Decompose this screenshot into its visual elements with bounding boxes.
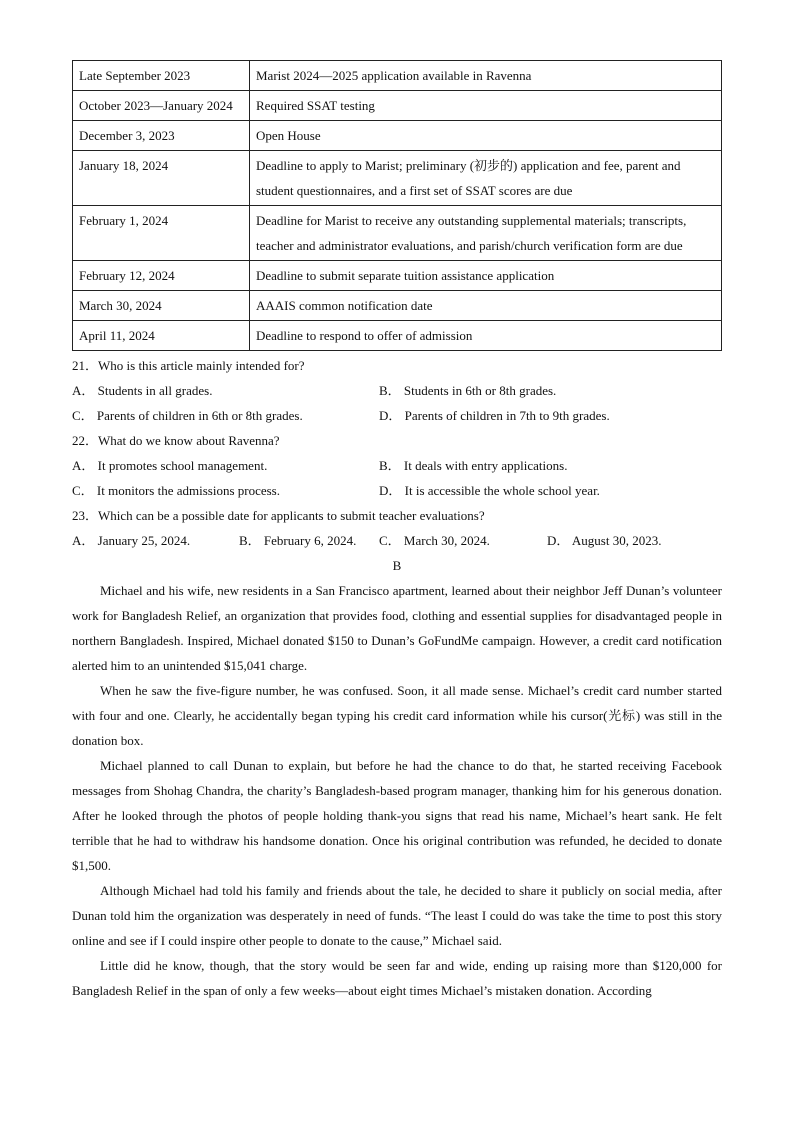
passage-b	[72, 578, 722, 1003]
table-row	[73, 321, 722, 351]
schedule-event: Deadline for Marist to receive any outstanding supplemental materials; transcripts, teacher and administrator evaluations, and parish/church verification form are due	[250, 206, 722, 261]
schedule-date: February 12, 2024	[73, 261, 250, 291]
paragraph: Little did he know, though, that the story would be seen far and wide, ending up raising more than $120,000 for Bangladesh Relief in the span of only a few weeks—about eight times Michael’s mistaken donation. According	[72, 958, 722, 998]
options-row	[72, 453, 722, 478]
schedule-date: February 1, 2024	[73, 206, 250, 261]
section-heading: B	[392, 558, 402, 573]
option-b: B． Students in 6th or 8th grades.	[379, 383, 557, 398]
option-b: B． February 6, 2024.	[239, 533, 357, 548]
table-row	[73, 291, 722, 321]
question-22	[72, 428, 722, 503]
schedule-event: Deadline to respond to offer of admission	[250, 321, 722, 351]
schedule-date: January 18, 2024	[73, 151, 250, 206]
option-d: D． August 30, 2023.	[547, 533, 662, 548]
option-c: C． It monitors the admissions process.	[72, 483, 280, 498]
table-row	[73, 151, 722, 206]
paragraph: Michael and his wife, new residents in a San Francisco apartment, learned about their neighbor Jeff Dunan’s volunteer work for Bangladesh Relief, an organization that provides food, clothing and essential supplies for disadvantaged people in northern Bangladesh. Inspired, Michael donated $150 to Dunan’s GoFundMe campaign. However, a credit card notification alerted him to an unintended $15,041 charge.	[72, 583, 722, 673]
question-23	[72, 503, 722, 553]
schedule-event: AAAIS common notification date	[250, 291, 722, 321]
paragraph: Michael planned to call Dunan to explain, but before he had the chance to do that, he started receiving Facebook messages from Shohag Chandra, the charity’s Bangladesh-based program manager, thanking him for his generous donation. After he looked through the photos of people holding thank-you signs that read his name, Michael’s heart sank. He felt terrible that he had to withdraw his handsome donation. Once his original contribution was refunded, he decided to donate $1,500.	[72, 758, 722, 873]
question-stem: 23．Which can be a possible date for applicants to submit teacher evaluations?	[72, 508, 485, 523]
document-page	[72, 60, 722, 1003]
options-row	[72, 478, 722, 503]
schedule-date: December 3, 2023	[73, 121, 250, 151]
option-b: B． It deals with entry applications.	[379, 458, 568, 473]
schedule-event: Marist 2024—2025 application available in Ravenna	[250, 61, 722, 91]
option-a: A． January 25, 2024.	[72, 533, 191, 548]
schedule-event: Required SSAT testing	[250, 91, 722, 121]
table-row	[73, 91, 722, 121]
schedule-date: March 30, 2024	[73, 291, 250, 321]
option-c: C． Parents of children in 6th or 8th grades.	[72, 408, 303, 423]
table-row	[73, 121, 722, 151]
option-d: D． It is accessible the whole school year.	[379, 483, 600, 498]
paragraph: When he saw the five-figure number, he was confused. Soon, it all made sense. Michael’s credit card number started with four and one. Clearly, he accidentally began typing his credit card information while his cursor(光标) was still in the donation box.	[72, 683, 722, 748]
option-a: A． It promotes school management.	[72, 458, 268, 473]
option-c: C． March 30, 2024.	[379, 533, 490, 548]
option-d: D． Parents of children in 7th to 9th grades.	[379, 408, 610, 423]
schedule-date: October 2023—January 2024	[73, 91, 250, 121]
schedule-event: Deadline to apply to Marist; preliminary (初步的) application and fee, parent and student questionnaires, and a first set of SSAT scores are due	[250, 151, 722, 206]
option-a: A． Students in all grades.	[72, 383, 213, 398]
table-row	[73, 61, 722, 91]
table-row	[73, 206, 722, 261]
paragraph: Although Michael had told his family and friends about the tale, he decided to share it publicly on social media, after Dunan told him the organization was desperately in need of funds. “The least I could do was take the time to post this story online and see if I could inspire other people to donate to the cause,” Michael said.	[72, 883, 722, 948]
question-stem: 22．What do we know about Ravenna?	[72, 433, 280, 448]
schedule-date: Late September 2023	[73, 61, 250, 91]
question-stem: 21．Who is this article mainly intended for?	[72, 358, 305, 373]
options-row	[72, 403, 722, 428]
schedule-event: Open House	[250, 121, 722, 151]
options-row	[72, 528, 722, 553]
schedule-event: Deadline to submit separate tuition assistance application	[250, 261, 722, 291]
options-row	[72, 378, 722, 403]
question-21	[72, 353, 722, 428]
schedule-date: April 11, 2024	[73, 321, 250, 351]
table-row	[73, 261, 722, 291]
admissions-schedule-table	[72, 60, 722, 351]
